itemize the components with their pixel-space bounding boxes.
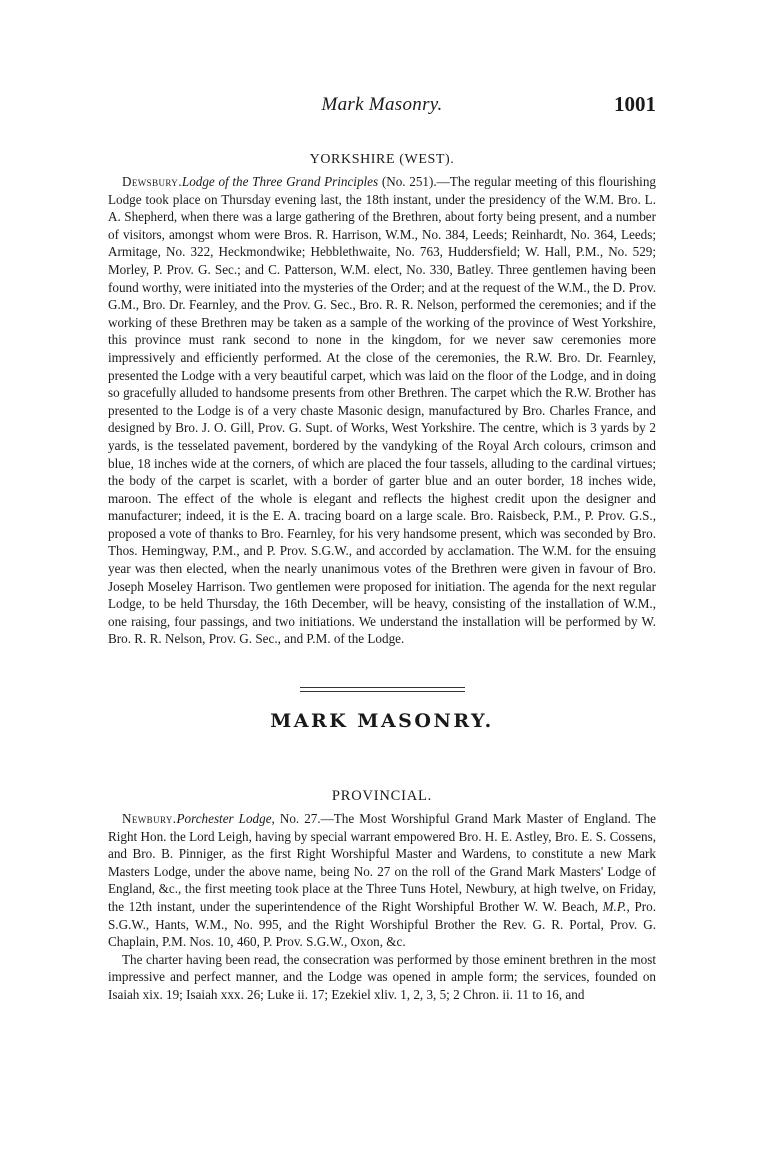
subheading-provincial: PROVINCIAL. [331,788,433,804]
article-newbury [108,810,656,1004]
paragraph-text: , No. 27.—The Most Worshipful Grand Mark Master of England. The Right Hon. the Lord Leigh, having by special warrant empowered Bro. H. E. Astley, Bro. E. S. Cossens, and Bro. B. Pinniger, as the first Right Worshipful Master and Wardens, to constitute a new Mark Masters Lodge, under the above name, being No. 27 on the roll of the Grand Mark Masters' Lodge of England, &c., the first meeting took place at the Three Tuns Hotel, Newbury, at high twelve, on Friday, the 12th instant, under the superintendence of the Right Worshipful Brother W. W. Beach, [108,811,656,914]
lodge-name: Lodge of the Three Grand Principles [181,174,379,189]
lodge-name: Porchester Lodge [176,811,272,826]
main-heading-mark-masonry: MARK MASONRY. [270,710,494,732]
divider-rule [300,691,465,692]
divider-rule [300,687,465,688]
section-heading-yorkshire-west: YORKSHIRE (WEST). [309,152,455,167]
page-number: 1001 [614,92,656,116]
place-name: Newbury. [122,811,177,826]
article-paragraph: The charter having been read, the consecration was performed by those eminent brethren in the most impressive and perfect manner, and the Lodge was opened in ample form; the services, founded on Isaiah xix. 19; Isaiah xxx. 26; Luke ii. 17; Ezekiel xliv. 1, 2, 3, 5; 2 Chron. ii. 11 to 16, and [108,951,656,1002]
article-dewsbury [108,173,656,648]
paragraph-text: (No. 251).—The regular meeting of this flourishing Lodge took place on Thursday evening last, the 18th instant, under the presidency of the W.M. Bro. L. A. Shepherd, when there was a large gathering of the Brethren, about forty being present, and a number of visitors, amongst whom were Bros. R. Harrison, W.M., No. 384, Leeds; Reinhardt, No. 364, Leeds; Armitage, No. 322, Heckmondwike; Hebblethwaite, No. 763, Huddersfield; W. Hall, P.M., No. 529; Morley, P. Prov. G. Sec.; and C. Patterson, W.M. elect, No. 330, Batley. Three gentlemen having been found worthy, were initiated into the mysteries of the Order; and at the request of the W.M., the D. Prov. G.M., Bro. Dr. Fearnley, and the Prov. G. Sec., Bro. R. R. Nelson, performed the ceremonies; and if the working of these Brethren may be taken as a sample of the working of the province of West Yorkshire, this province must rank second to none in the kingdom, for we never saw ceremonies more impressively and efficiently performed. At the close of the ceremonies, the R.W. Bro. Dr. Fearnley, presented the Lodge with a very beautiful carpet, which was laid on the floor of the Lodge, and in doing so gracefully alluded to handsome presents from other Brethren. The carpet which the R.W. Brother has presented to the Lodge is of a very chaste Masonic design, manufactured by Bro. Charles France, and designed by Bro. J. O. Gill, Prov. G. Supt. of Works, West Yorkshire. The centre, which is 3 yards by 2 yards, is the tesselated pavement, bordered by the vandyking of the Royal Arch colours, crimson and blue, 18 inches wide at the corners, of which are placed the four tassels, alluding to the cardinal virtues; the body of the carpet is scarlet, with a border of garter blue and an outer border, 18 inches wide, maroon. The effect of the whole is elegant and reflects the highest credit upon the designer and manufacturer; indeed, it is the E. A. tracing board on a large scale. Bro. Raisbeck, P.M., P. Prov. G.S., proposed a vote of thanks to Bro. Fearnley, for his very handsome present, which was seconded by Bro. Thos. Hemingway, P.M., and P. Prov. S.G.W., and accorded by acclamation. The W.M. for the ensuing year was then elected, when the nearly unanimous votes of the Brethren were given in favour of Bro. Joseph Moseley Harrison. Two gentlemen were proposed for initiation. The agenda for the next regular Lodge, to be held Thursday, the 16th December, will be heavy, consisting of the installation of W.M., one raising, four passings, and two initiations. We understand the installation will be performed by W. Bro. R. R. Nelson, Prov. G. Sec., and P.M. of the Lodge. [108,174,656,647]
article-paragraph [108,173,656,648]
running-title: Mark Masonry. [321,94,443,115]
running-head [108,92,656,118]
mp-abbrev: M.P. [602,898,627,914]
paragraph-text: , Pro. S.G.W., Hants, W.M., No. 995, and the Right Worshipful Brother the Rev. G. R. Portal, Prov. G. Chaplain, P.M. Nos. 10, 460, P. Prov. S.G.W., Oxon, &c. [108,898,656,950]
article-paragraph [108,810,656,951]
place-name: Dewsbury. [122,174,182,189]
